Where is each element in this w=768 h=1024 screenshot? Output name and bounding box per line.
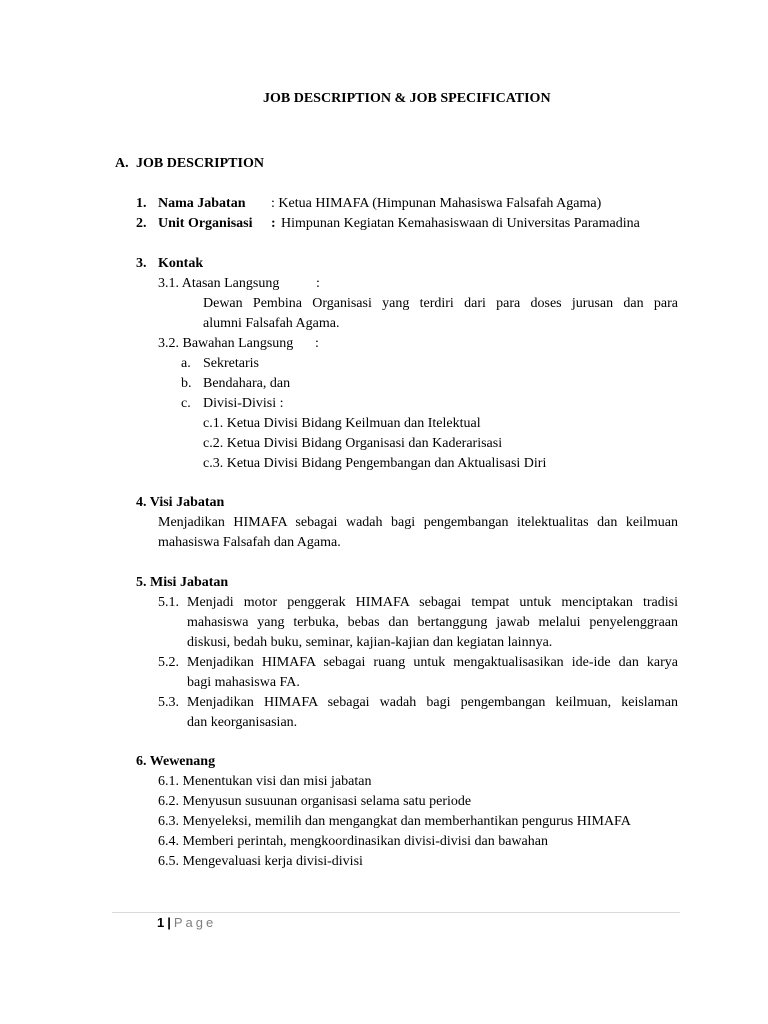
atasan-text-line-1: Dewan Pembina Organisasi yang terdiri dari para doses jurusan dan para xyxy=(203,296,678,311)
bawahan-item: Divisi-Divisi : xyxy=(203,396,284,411)
misi-number: 5.1. xyxy=(158,595,179,610)
section-a-heading: JOB DESCRIPTION xyxy=(136,156,264,171)
bawahan-label: 3.2. Bawahan Langsung xyxy=(158,336,294,351)
misi-number: 5.3. xyxy=(158,695,179,710)
visi-heading: 4. Visi Jabatan xyxy=(136,495,225,510)
atasan-text-line-2: alumni Falsafah Agama. xyxy=(203,316,340,331)
item-2-value: Himpunan Kegiatan Kemahasiswaan di Universitas Paramadina xyxy=(281,216,640,231)
item-1-value: : Ketua HIMAFA (Himpunan Mahasiswa Falsafah Agama) xyxy=(271,196,602,211)
footer-divider xyxy=(112,912,680,913)
wewenang-heading: 6. Wewenang xyxy=(136,754,216,769)
footer-separator: | xyxy=(167,915,171,930)
visi-text-line-1: Menjadikan HIMAFA sebagai wadah bagi pengembangan itelektualitas dan keilmuan xyxy=(158,515,678,530)
wewenang-item: 6.5. Mengevaluasi kerja divisi-divisi xyxy=(158,854,363,869)
visi-text-line-2: mahasiswa Falsafah dan Agama. xyxy=(158,535,341,550)
item-1-number: 1. xyxy=(136,196,147,211)
bawahan-colon: : xyxy=(315,336,319,351)
wewenang-item: 6.3. Menyeleksi, memilih dan mengangkat dan memberhantikan pengurus HIMAFA xyxy=(158,814,631,829)
bawahan-item: Bendahara, dan xyxy=(203,376,291,391)
bawahan-item-marker: b. xyxy=(181,376,192,391)
kontak-heading: Kontak xyxy=(158,256,204,271)
divisi-sub-item: c.1. Ketua Divisi Bidang Keilmuan dan Itelektual xyxy=(203,416,481,431)
item-2-colon: : xyxy=(271,216,276,231)
bawahan-item-marker: c. xyxy=(181,396,191,411)
misi-1-line-3: diskusi, bedah buku, seminar, kajian-kajian dan kegiatan lainnya. xyxy=(187,635,553,650)
section-a-marker: A. xyxy=(115,156,129,171)
misi-number: 5.2. xyxy=(158,655,179,670)
bawahan-item-marker: a. xyxy=(181,356,191,371)
divisi-sub-item: c.3. Ketua Divisi Bidang Pengembangan dan Aktualisasi Diri xyxy=(203,456,547,471)
wewenang-item: 6.2. Menyusun susuunan organisasi selama satu periode xyxy=(158,794,472,809)
atasan-colon: : xyxy=(316,276,320,291)
misi-1-line-2: mahasiswa yang terbuka, bebas dan bertanggung jawab melalui penyelenggraan xyxy=(187,615,678,630)
misi-heading: 5. Misi Jabatan xyxy=(136,575,229,590)
misi-2-line-1: Menjadikan HIMAFA sebagai ruang untuk mengaktualisasikan ide-ide dan karya xyxy=(187,655,678,670)
kontak-number: 3. xyxy=(136,256,147,271)
document-title: JOB DESCRIPTION & JOB SPECIFICATION xyxy=(263,91,551,106)
atasan-label: 3.1. Atasan Langsung xyxy=(158,276,280,291)
page-label: Page xyxy=(173,915,217,930)
wewenang-item: 6.4. Memberi perintah, mengkoordinasikan divisi-divisi dan bawahan xyxy=(158,834,548,849)
divisi-sub-item: c.2. Ketua Divisi Bidang Organisasi dan Kaderarisasi xyxy=(203,436,503,451)
wewenang-item: 6.1. Menentukan visi dan misi jabatan xyxy=(158,774,372,789)
misi-2-line-2: bagi mahasiswa FA. xyxy=(187,675,300,690)
item-2-number: 2. xyxy=(136,216,147,231)
bawahan-item: Sekretaris xyxy=(203,356,259,371)
misi-3-line-1: Menjadikan HIMAFA sebagai wadah bagi pengembangan keilmuan, keislaman xyxy=(187,695,678,710)
misi-1-line-1: Menjadi motor penggerak HIMAFA sebagai tempat untuk menciptakan tradisi xyxy=(187,595,678,610)
misi-3-line-2: dan keorganisasian. xyxy=(187,715,298,730)
item-2-label: Unit Organisasi xyxy=(158,216,253,231)
item-1-label: Nama Jabatan xyxy=(158,196,246,211)
page-footer xyxy=(157,915,216,930)
page-number: 1 xyxy=(157,915,165,930)
